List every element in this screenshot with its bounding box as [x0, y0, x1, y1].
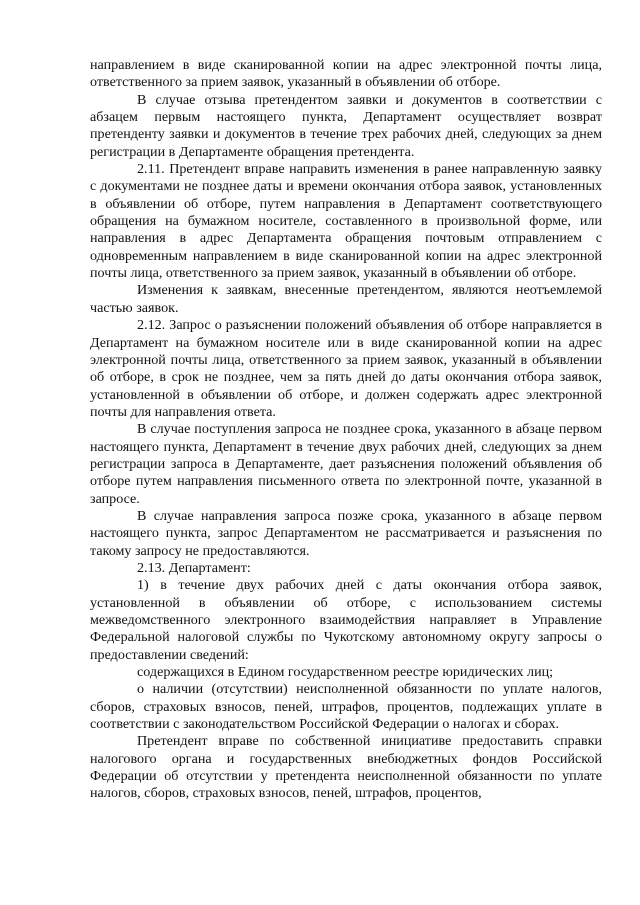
paragraph-10: о наличии (отсутствии) неисполненной обязанности по уплате налогов, сборов, страховых взносов, пеней, штрафов, процентов, подлежащих уплате в соответствии с законодательством Российской Федерации о налогах и сборах.	[90, 681, 602, 733]
paragraph-11: Претендент вправе по собственной инициативе предоставить справки налогового органа и государственных внебюджетных фондов Российской Федерации об отсутствии у претендента неисполненной обязанности по уплате налогов, сборов, страховых взносов, пеней, штрафов, процентов,	[90, 733, 602, 802]
paragraph-3: Изменения к заявкам, внесенные претендентом, являются неотъемлемой частью заявок.	[90, 282, 602, 316]
document-page	[90, 57, 602, 803]
paragraph-2: 2.11. Претендент вправе направить изменения в ранее направленную заявку с документами не позднее даты и времени окончания отбора заявок, установленных в объявлении об отборе, путем направления в Департамент соответствующего обращения на бумажном носителе, составленного в произвольной форме, или направления в адрес Департамента обращения почтовым отправлением с одновременным направлением в виде сканированной копии на адрес электронной почты лица, ответственного за прием заявок, указанный в объявлении об отборе.	[90, 161, 602, 282]
paragraph-8: 1) в течение двух рабочих дней с даты окончания отбора заявок, установленной в объявлении об отборе, с использованием системы межведомственного электронного взаимодействия направляет в Управление Федеральной налоговой службы по Чукотскому автономному округу запросы о предоставлении сведений:	[90, 577, 602, 663]
paragraph-1: В случае отзыва претендентом заявки и документов в соответствии с абзацем первым настоящего пункта, Департамент осуществляет возврат претенденту заявки и документов в течение трех рабочих дней, следующих за днем регистрации в Департаменте обращения претендента.	[90, 91, 602, 160]
paragraph-6: В случае направления запроса позже срока, указанного в абзаце первом настоящего пункта, запрос Департаментом не рассматривается и разъяснения по такому запросу не предоставляются.	[90, 507, 602, 559]
paragraph-4: 2.12. Запрос о разъяснении положений объявления об отборе направляется в Департамент на бумажном носителе или в виде сканированной копии на адрес электронной почты лица, ответственного за прием заявок, указанный в объявлении об отборе, в срок не позднее, чем за пять дней до даты окончания отбора заявок, установленной в объявлении об отборе, и должен содержать адрес электронной почты для направления ответа.	[90, 317, 602, 420]
paragraph-7: 2.13. Департамент:	[137, 559, 251, 576]
paragraph-5: В случае поступления запроса не позднее срока, указанного в абзаце первом настоящего пункта, Департамент в течение двух рабочих дней, следующих за днем регистрации запроса в Департаменте, дает разъяснения положений объявления об отборе путем направления письменного ответа по электронной почте, указанной в запросе.	[90, 421, 602, 507]
paragraph-0: направлением в виде сканированной копии на адрес электронной почты лица, ответственного за прием заявок, указанный в объявлении об отборе.	[90, 57, 602, 91]
paragraph-9: содержащихся в Едином государственном реестре юридических лиц;	[137, 664, 554, 681]
